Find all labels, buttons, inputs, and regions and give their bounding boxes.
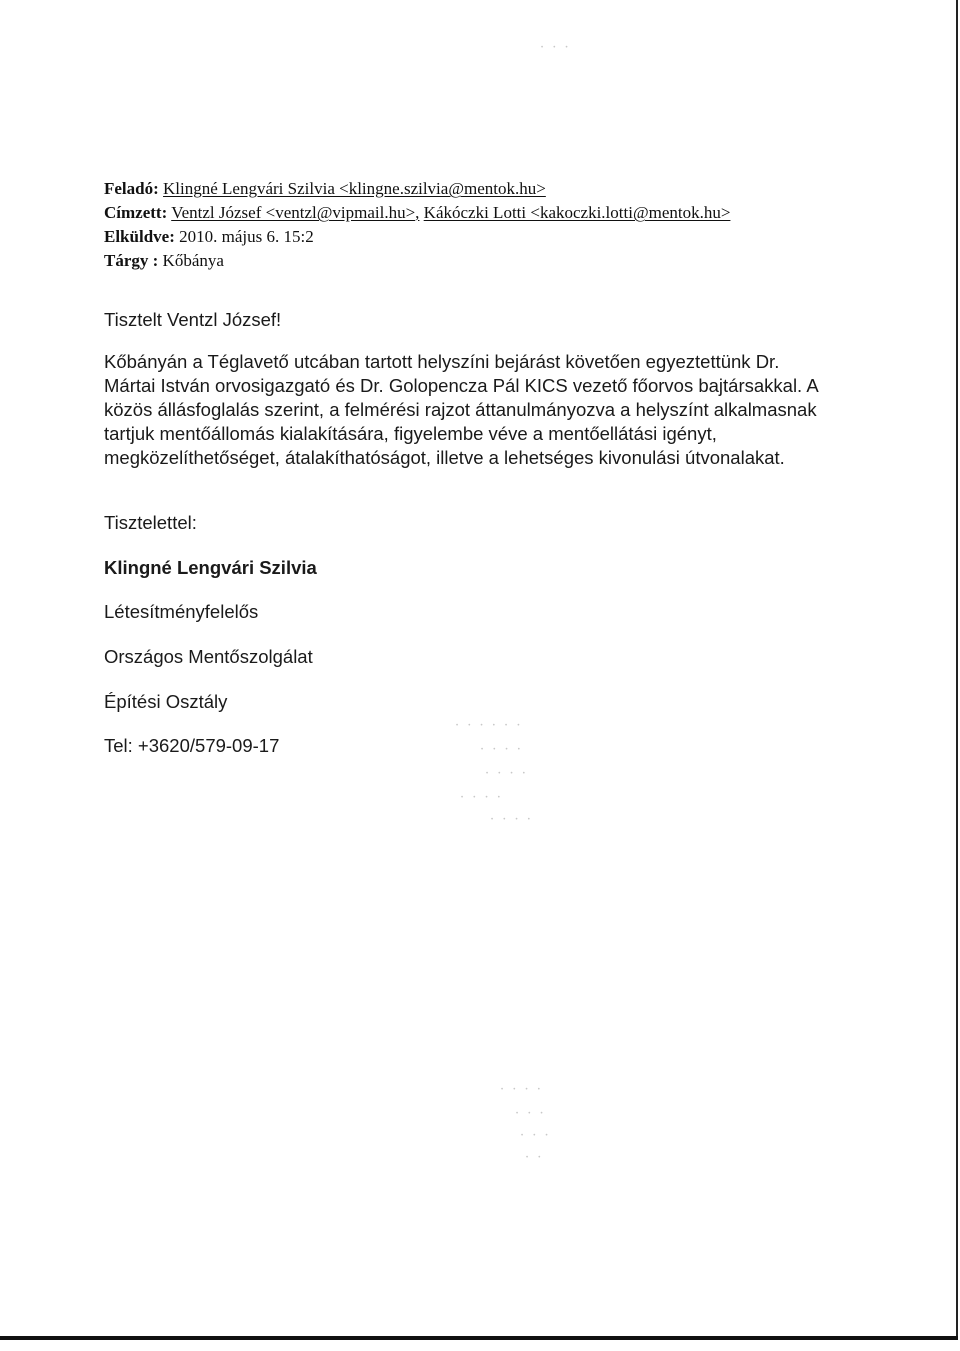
page-edge-line: [956, 0, 958, 1340]
scan-artifact: · · ·: [515, 1106, 546, 1121]
email-header: [104, 177, 864, 273]
signature-title: Létesítményfelelős: [104, 601, 259, 622]
subject-row: [104, 249, 864, 273]
subject-value: Kőbánya: [162, 251, 224, 270]
scan-artifact: · · · · · ·: [455, 718, 523, 733]
to-separator: ,: [415, 203, 420, 222]
letter-greeting: Tisztelt Ventzl József!: [104, 309, 282, 330]
to-value-2[interactable]: Kákóczki Lotti <kakoczki.lotti@mentok.hu>: [423, 203, 731, 222]
scan-artifact: · ·: [525, 1150, 544, 1165]
sent-label: Elküldve:: [104, 227, 175, 246]
to-row: [104, 201, 864, 225]
scan-artifact: · · · ·: [490, 812, 533, 827]
letter-paragraph: Kőbányán a Téglavető utcában tartott helyszíni bejárást követően egyeztettünk Dr. Mártai István orvosigazgató és Dr. Golopencza Pál KICS vezető főorvos bajtársakkal. A közös állásfoglalás szerint, a felmérési rajzot áttanulmányozva a helyszínt alkalmasnak tartjuk mentőállomás kialakítására, figyelembe véve a mentőellátási igényt, megközelíthetőséget, átalakíthatóságot, illetve a lehetséges kivonulási útvonalakat.: [104, 351, 818, 468]
from-label: Feladó:: [104, 179, 159, 198]
from-row: [104, 177, 864, 201]
scan-artifact: · · ·: [540, 40, 571, 55]
signature-name: Klingné Lengvári Szilvia: [104, 557, 317, 578]
signature-organization: Országos Mentőszolgálat: [104, 646, 313, 667]
sent-value: 2010. május 6. 15:2: [179, 227, 314, 246]
page-bottom-line: [0, 1336, 958, 1340]
signature-department: Építési Osztály: [104, 691, 228, 712]
letter-closing: Tisztelettel:: [104, 512, 197, 533]
scan-artifact: · · · ·: [500, 1082, 543, 1097]
to-value-1[interactable]: Ventzl József <ventzl@vipmail.hu>: [171, 203, 416, 222]
signature-phone: Tel: +3620/579-09-17: [104, 735, 280, 756]
scan-artifact: · · · ·: [480, 742, 523, 757]
from-value[interactable]: Klingné Lengvári Szilvia <klingne.szilvia@mentok.hu>: [163, 179, 546, 198]
to-label: Címzett:: [104, 203, 168, 222]
scan-artifact: · · · ·: [460, 790, 503, 805]
scan-artifact: · · · ·: [485, 766, 528, 781]
sent-row: [104, 225, 864, 249]
scan-artifact: · · ·: [520, 1128, 551, 1143]
subject-label: Tárgy :: [104, 251, 159, 270]
